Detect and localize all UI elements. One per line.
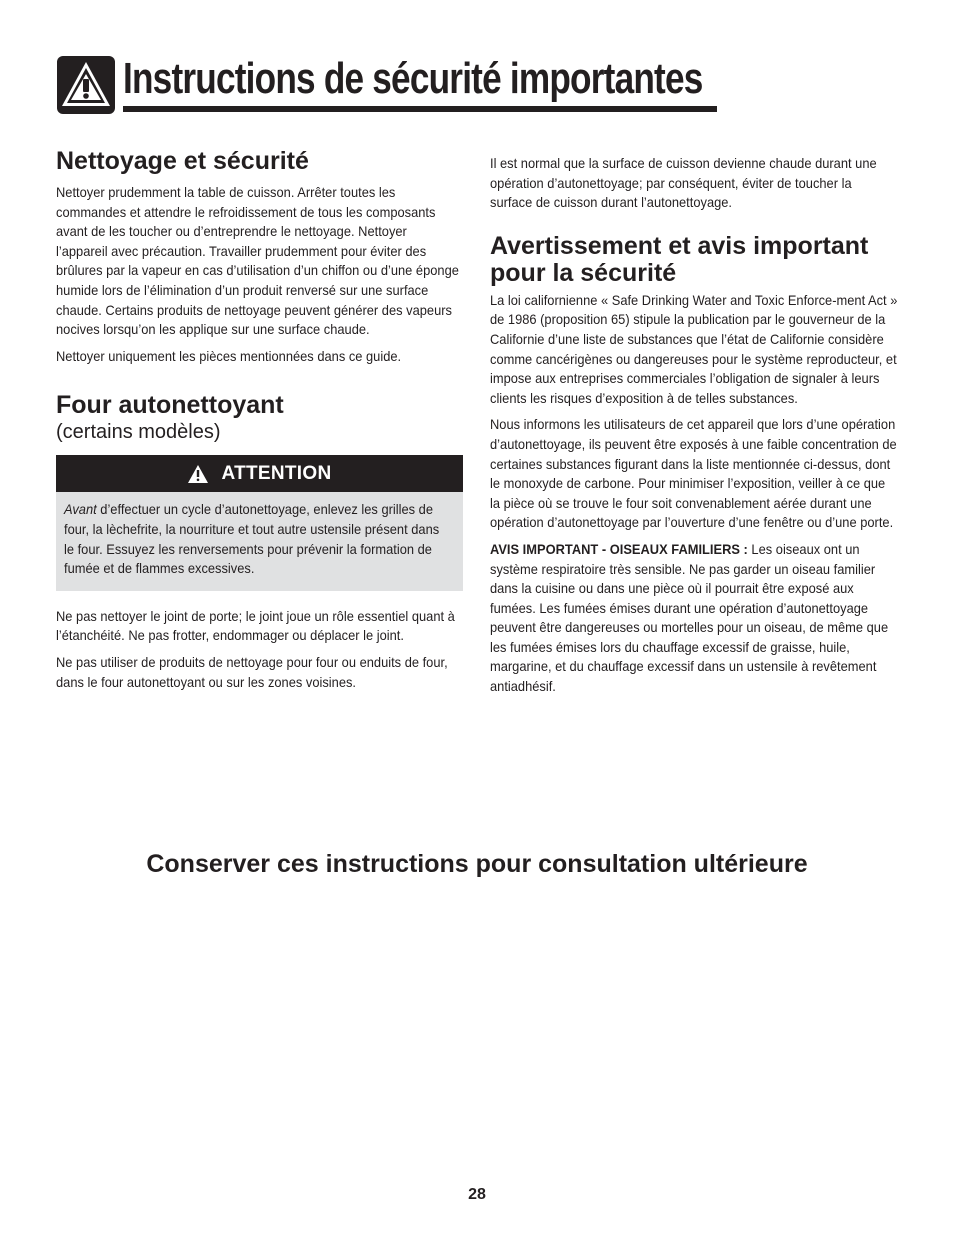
right-column	[490, 154, 900, 704]
nettoyage-paragraph-1: Nettoyer prudemment la table de cuisson. Arrêter toutes les commandes et attendre le refroidissement de tous les composants avant de les toucher ou d’entreprendre le nettoyage. Nettoyer l’appareil avec précaution. Travailler prudemment pour éviter des brûlures par la vapeur en cas d’utilisation d’un chiffon ou d’une éponge humide lors de l’élimination d’un produit renversé sur une surface chaude. Certains produits de nettoyage peuvent générer des vapeurs nocives lorsqu’on les applique sur une surface chaude.	[56, 184, 459, 338]
attention-bar	[56, 455, 463, 492]
attention-lead: Avant	[64, 501, 97, 518]
avis-oiseaux-text: Les oiseaux ont un système respiratoire très sensible. Ne pas garder un oiseau familier dans la cuisine ou dans une pièce où il pourrait être exposé aux fumées. Les fumées émises durant une opération d’autonettoyage peuvent être dangereuses ou mortelles pour un oiseau, de même que les fumées émises lors du chauffage excessif de graisse, huile, margarine, et du chauffage excessif dans un ustensile à revêtement antiadhésif.	[490, 540, 889, 695]
four-notes	[56, 607, 464, 692]
right-intro-paragraph: Il est normal que la surface de cuisson devienne chaude durant une opération d’autonettoyage; par conséquent, éviter de toucher la surface de cuisson durant l’autonettoyage.	[490, 155, 877, 211]
warning-triangle-icon	[57, 56, 115, 114]
four-paragraph-2: Ne pas utiliser de produits de nettoyage pour four ou enduits de four, dans le four autonettoyant ou sur les zones voisines.	[56, 653, 448, 690]
page-title: Instructions de sécurité importantes	[123, 54, 703, 103]
page-header	[57, 54, 717, 116]
section-avertissement	[490, 233, 900, 697]
avis-paragraph-1: La loi californienne « Safe Drinking Water and Toxic Enforce-ment Act » de 1986 (proposition 65) stipule la publication par le gouverneur de la Californie d’une liste de substances que l’état de Californie considère comme cancérigènes ou dangereuses pour le système reproducteur, et impose aux entreprises commerciales l’obligation de signaler à leurs clients les risques d’exposition à de telles substances.	[490, 291, 898, 406]
attention-box	[56, 455, 463, 590]
nettoyage-heading: Nettoyage et sécurité	[56, 147, 309, 175]
avis-heading: Avertissement et avis important pour la sécurité	[490, 231, 869, 287]
avis-paragraph-2: Nous informons les utilisateurs de cet appareil que lors d’une opération d’autonettoyage, ils peuvent être exposés à une faible concentration de certaines substances figurant dans la liste mentionnée ci-dessus, dont le monoxyde de carbone. Pour minimiser l’exposition, veiller à ce que la pièce où se trouve le four soit convenablement aérée durant une opération d’autonettoyage par l’ouverture d’une fenêtre ou d’une porte.	[490, 416, 897, 531]
left-column	[56, 148, 464, 699]
attention-body	[56, 492, 463, 590]
page-number: 28	[468, 1186, 486, 1203]
section-nettoyage	[56, 148, 464, 366]
attention-text-body: d’effectuer un cycle d’autonettoyage, enlevez les grilles de four, la lèchefrite, la nourriture et tout autre ustensile présent dans le four. Essuyez les renversements pour prévenir la formation de fumée et de flammes excessives.	[64, 501, 440, 577]
attention-text	[64, 500, 452, 578]
warning-triangle-icon	[187, 464, 209, 484]
header-rule	[123, 106, 717, 112]
four-paragraph-1: Ne pas nettoyer le joint de porte; le joint joue un rôle essentiel quant à l’étanchéité. Ne pas frotter, endommager ou déplacer le joint.	[56, 607, 455, 644]
nettoyage-paragraph-2: Nettoyer uniquement les pièces mentionnées dans ce guide.	[56, 347, 402, 364]
avis-paragraph-3	[490, 540, 897, 697]
section-four-autonettoyant	[56, 392, 464, 692]
four-heading: Four autonettoyant	[56, 391, 284, 420]
avis-oiseaux-lead: AVIS IMPORTANT - OISEAUX FAMILIERS :	[490, 540, 748, 557]
four-subheading: (certains modèles)	[56, 421, 221, 444]
attention-label: ATTENTION	[221, 462, 332, 484]
footer-title: Conserver ces instructions pour consultation ultérieure	[146, 850, 808, 878]
